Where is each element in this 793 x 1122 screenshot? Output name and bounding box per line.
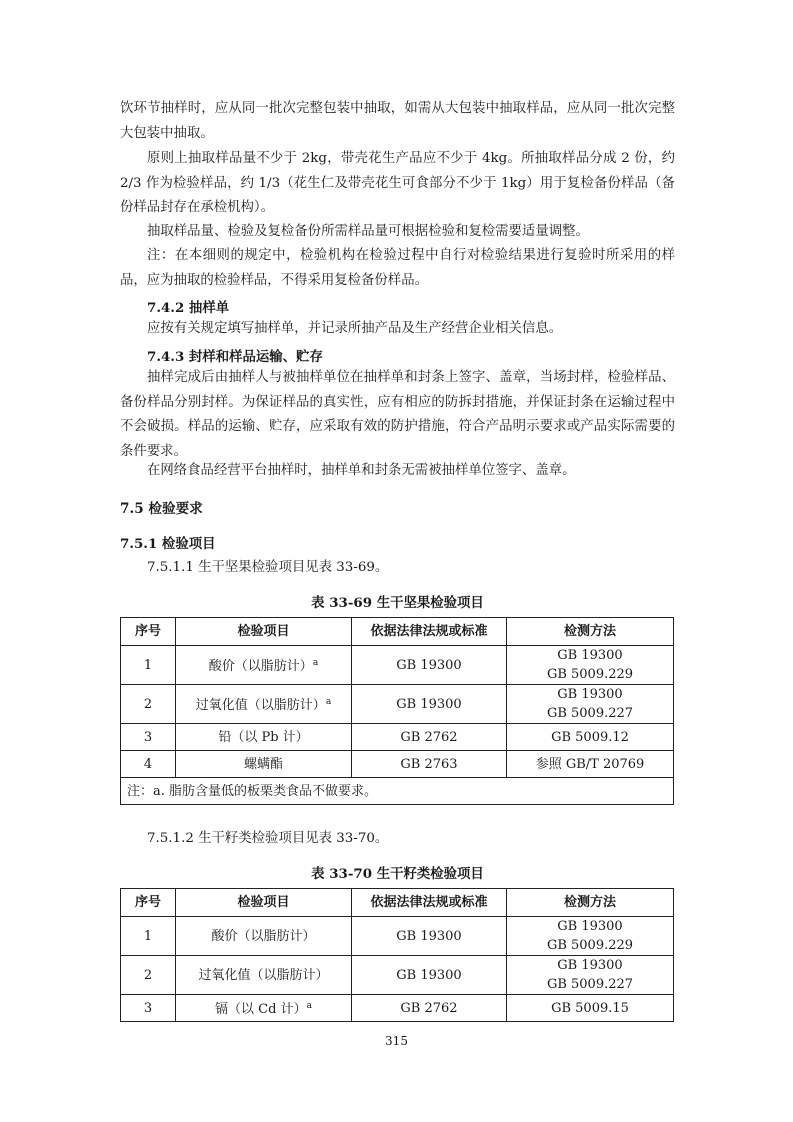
cell-item — [176, 685, 352, 724]
cell-standard: GB 2763 — [352, 751, 507, 778]
subitem-7-5-1-1: 7.5.1.1 生干坚果检验项目见表 33-69。 — [147, 560, 389, 575]
cell-item — [176, 646, 352, 685]
cell-method: GB 5009.12 — [507, 724, 674, 751]
cell-item: 过氧化值（以脂肪计） — [176, 956, 352, 995]
header-no: 序号 — [121, 618, 176, 646]
cell-standard: GB 2762 — [352, 995, 507, 1022]
table-row — [121, 917, 674, 956]
method-line: GB 19300 — [557, 958, 623, 973]
heading-7-4-2: 7.4.2 抽样单 — [147, 300, 230, 316]
table-raw-seeds — [120, 888, 674, 1022]
cell-item — [176, 995, 352, 1022]
footnote-mark: a — [312, 658, 319, 668]
paragraph-online-sampling: 在网络食品经营平台抽样时，抽样单和封条无需被抽样单位签字、盖章。 — [147, 463, 576, 478]
header-standard: 依据法律法规或标准 — [352, 618, 507, 646]
paragraph-sampling-form: 应按有关规定填写抽样单，并记录所抽产品及生产经营企业相关信息。 — [147, 321, 563, 336]
method-line: GB 5009.227 — [546, 706, 634, 721]
cell-no: 1 — [121, 917, 176, 956]
header-method: 检测方法 — [507, 889, 674, 917]
cell-standard: GB 19300 — [352, 917, 507, 956]
heading-7-5: 7.5 检验要求 — [120, 501, 203, 517]
footnote-mark: a — [325, 697, 332, 707]
table-row — [121, 956, 674, 995]
paragraph-sample-quantity: 原则上抽取样品量不少于 2kg，带壳花生产品应不少于 4kg。所抽取样品分成 2 份，约 2/3 作为检验样品，约 1/3（花生仁及带壳花生可食部分不少于 1kg）用于复检备份样品（备份样品封存在承检机构）。 — [120, 151, 675, 216]
method-line: GB 5009.229 — [546, 938, 634, 953]
method-line: GB 19300 — [557, 648, 623, 663]
table-note-row — [121, 778, 674, 805]
table-row — [121, 685, 674, 724]
cell-standard: GB 19300 — [352, 685, 507, 724]
heading-7-5-1: 7.5.1 检验项目 — [120, 536, 216, 552]
table-row — [121, 995, 674, 1022]
cell-no: 4 — [121, 751, 176, 778]
cell-item: 铅（以 Pb 计） — [176, 724, 352, 751]
cell-no: 3 — [121, 724, 176, 751]
table-header-row — [121, 618, 674, 646]
header-standard: 依据法律法规或标准 — [352, 889, 507, 917]
paragraph-quantity-adjust: 抽取样品量、检验及复检备份所需样品量可根据检验和复检需要适量调整。 — [147, 224, 589, 239]
cell-method — [507, 956, 674, 995]
cell-standard: GB 19300 — [352, 646, 507, 685]
table-row — [121, 751, 674, 778]
table-row — [121, 724, 674, 751]
cell-standard: GB 19300 — [352, 956, 507, 995]
heading-7-4-3: 7.4.3 封样和样品运输、贮存 — [147, 349, 323, 365]
subitem-7-5-1-2: 7.5.1.2 生干籽类检验项目见表 33-70。 — [147, 831, 389, 846]
cell-no: 1 — [121, 646, 176, 685]
header-no: 序号 — [121, 889, 176, 917]
item-text: 过氧化值（以脂肪计） — [195, 698, 326, 713]
cell-item: 螺螨酯 — [176, 751, 352, 778]
cell-no: 2 — [121, 685, 176, 724]
paragraph-note-retest: 注：在本细则的规定中，检验机构在检验过程中自行对检验结果进行复验时所采用的样品，应为抽取的检验样品，不得采用复检备份样品。 — [120, 248, 675, 288]
method-line: GB 19300 — [557, 687, 623, 702]
cell-item: 酸价（以脂肪计） — [176, 917, 352, 956]
table-row — [121, 646, 674, 685]
cell-no: 3 — [121, 995, 176, 1022]
header-method: 检测方法 — [507, 618, 674, 646]
item-text: 镉（以 Cd 计） — [215, 1002, 307, 1017]
cell-method — [507, 646, 674, 685]
header-item: 检验项目 — [176, 618, 352, 646]
table1-caption: 表 33-69 生干坚果检验项目 — [311, 595, 484, 611]
page-number: 315 — [385, 1034, 408, 1048]
table-raw-nuts — [120, 617, 674, 805]
method-line: GB 5009.229 — [546, 667, 634, 682]
method-line: GB 5009.227 — [546, 977, 634, 992]
table2-caption: 表 33-70 生干籽类检验项目 — [311, 866, 484, 882]
paragraph-sampling-package: 饮环节抽样时，应从同一批次完整包装中抽取，如需从大包装中抽取样品，应从同一批次完整大包装中抽取。 — [120, 101, 675, 141]
header-item: 检验项目 — [176, 889, 352, 917]
cell-method — [507, 917, 674, 956]
method-line: GB 19300 — [557, 919, 623, 934]
cell-method — [507, 685, 674, 724]
table-note: 注：a. 脂肪含量低的板栗类食品不做要求。 — [121, 778, 674, 805]
cell-method: 参照 GB/T 20769 — [507, 751, 674, 778]
table-header-row — [121, 889, 674, 917]
cell-method: GB 5009.15 — [507, 995, 674, 1022]
cell-standard: GB 2762 — [352, 724, 507, 751]
paragraph-sealing: 抽样完成后由抽样人与被抽样单位在抽样单和封条上签字、盖章，当场封样，检验样品、备份样品分别封样。为保证样品的真实性，应有相应的防拆封措施，并保证封条在运输过程中不会破损。样品的运输、贮存，应采取有效的防护措施，符合产品明示要求或产品实际需要的条件要求。 — [120, 370, 675, 459]
item-text: 酸价（以脂肪计） — [208, 659, 313, 674]
footnote-mark: a — [306, 1001, 312, 1011]
cell-no: 2 — [121, 956, 176, 995]
